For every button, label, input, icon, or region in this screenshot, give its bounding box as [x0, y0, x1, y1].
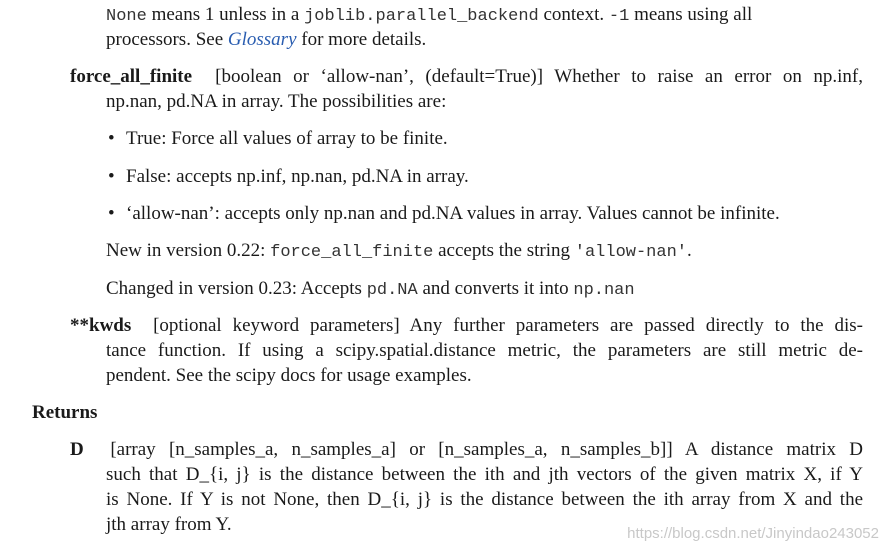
list-item: • ‘allow-nan’: accepts only np.nan and pd.NA values in array. Values cannot be infinite. [108, 202, 780, 226]
inline-code: joblib.parallel_backend [304, 7, 539, 26]
inline-code: None [106, 7, 147, 26]
kwds-line-1: **kwds [optional keyword parameters] Any further parameters are passed directly to the dis- [70, 315, 863, 336]
list-item: • False: accepts np.inf, np.nan, pd.NA in array. [108, 165, 469, 189]
inline-code: 'allow-nan' [574, 243, 687, 262]
inline-code: pd.NA [366, 281, 418, 300]
n-jobs-line-2: processors. See Glossary for more details. [106, 29, 427, 50]
version-changed-note: Changed in version 0.23: Accepts pd.NA and converts it into np.nan [106, 278, 635, 300]
force-all-finite-line-2: np.nan, pd.NA in array. The possibilities are: [106, 91, 447, 112]
return-name: D [70, 439, 84, 460]
watermark: https://blog.csdn.net/Jinyindao243052 [627, 525, 879, 542]
version-added-note: New in version 0.22: force_all_finite accepts the string 'allow-nan'. [106, 240, 692, 262]
list-item: • True: Force all values of array to be finite. [108, 127, 448, 151]
n-jobs-line-1: None means 1 unless in a joblib.parallel_backend context. -1 means using all [106, 4, 753, 26]
inline-code: np.nan [573, 281, 635, 300]
glossary-link[interactable]: Glossary [227, 29, 297, 50]
returns-line-4: jth array from Y. [106, 514, 232, 535]
param-name: force_all_finite [70, 66, 193, 87]
kwds-line-2: tance function. If using a scipy.spatial.distance metric, the parameters are still metric de- [106, 340, 863, 361]
returns-line-1: D [array [n_samples_a, n_samples_a] or [n_samples_a, n_samples_b]] A distance matrix D [70, 439, 864, 460]
kwds-line-3: pendent. See the scipy docs for usage examples. [106, 365, 472, 386]
returns-heading: Returns [32, 402, 98, 423]
inline-code: -1 [608, 7, 630, 26]
returns-line-3: is None. If Y is not None, then D_{i, j} is the distance between the ith array from X and the [106, 489, 863, 510]
param-name: **kwds [70, 315, 132, 336]
returns-line-2: such that D_{i, j} is the distance between the ith and jth vectors of the given matrix X, if Y [106, 464, 863, 485]
inline-code: force_all_finite [270, 243, 434, 262]
force-all-finite-description: force_all_finite [boolean or ‘allow-nan’, (default=True)] Whether to raise an error on np.inf, [70, 66, 864, 87]
